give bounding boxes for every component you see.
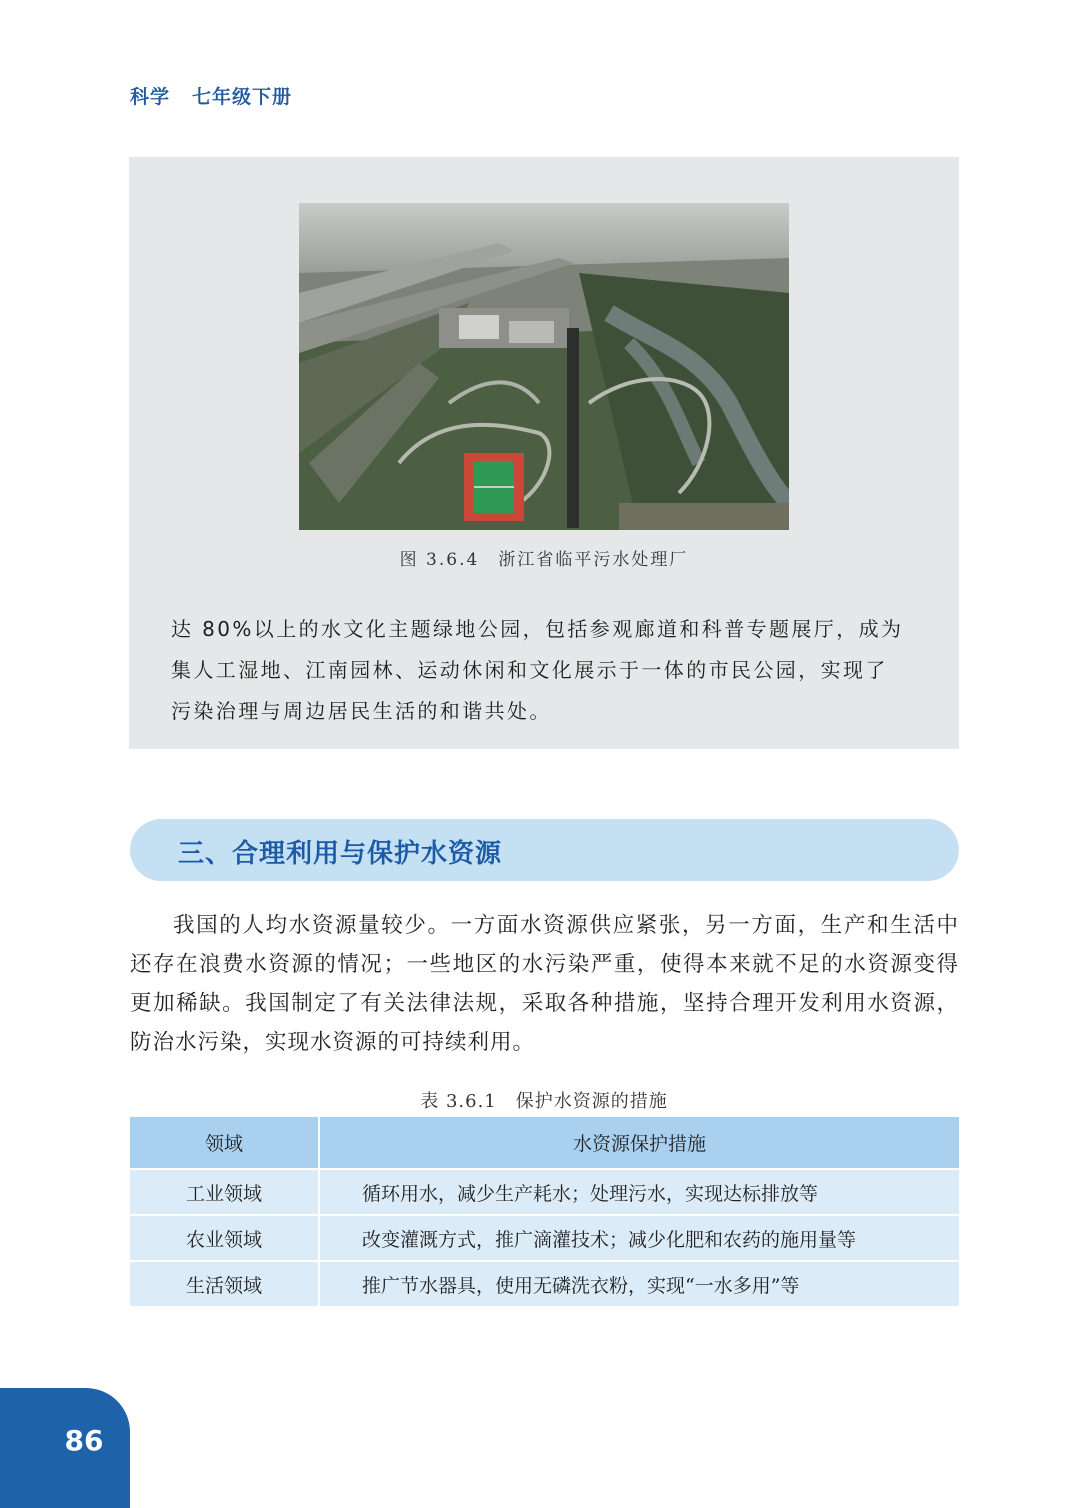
table-row bbox=[130, 1261, 959, 1307]
measure-cell: 循环用水，减少生产耗水；处理污水，实现达标排放等 bbox=[319, 1169, 959, 1215]
body-paragraph bbox=[130, 906, 959, 1062]
aerial-photo-illustration bbox=[299, 203, 789, 530]
table-row bbox=[130, 1215, 959, 1261]
column-header-measures: 水资源保护措施 bbox=[319, 1117, 959, 1169]
column-header-domain: 领域 bbox=[130, 1117, 319, 1169]
running-head bbox=[130, 82, 292, 109]
paragraph-text: 我国的人均水资源量较少。一方面水资源供应紧张，另一方面，生产和生活中还存在浪费水资源的情况；一些地区的水污染严重，使得本来就不足的水资源变得更加稀缺。我国制定了有关法律法规，采取各种措施，坚持合理开发利用水资源，防治水污染，实现水资源的可持续利用。 bbox=[130, 913, 959, 1055]
domain-cell: 生活领域 bbox=[130, 1261, 319, 1307]
measure-cell: 推广节水器具，使用无磷洗衣粉，实现“一水多用”等 bbox=[319, 1261, 959, 1307]
measure-cell: 改变灌溉方式，推广滴灌技术；减少化肥和农药的施用量等 bbox=[319, 1215, 959, 1261]
subject-label: 科学 bbox=[130, 86, 171, 108]
water-protection-table bbox=[130, 1117, 959, 1308]
sewage-plant-photo bbox=[299, 203, 789, 530]
box-line: 污染治理与周边居民生活的和谐共处。 bbox=[171, 699, 552, 723]
box-line: 集人工湿地、江南园林、运动休闲和文化展示于一体的市民公园，实现了 bbox=[171, 658, 888, 682]
case-study-box bbox=[129, 157, 959, 749]
box-line: 达 80%以上的水文化主题绿地公园，包括参观廊道和科普专题展厅，成为 bbox=[171, 617, 904, 641]
grade-label: 七年级下册 bbox=[192, 86, 293, 108]
section-title: 三、合理利用与保护水资源 bbox=[178, 839, 503, 869]
table-header-row bbox=[130, 1117, 959, 1169]
page-number: 86 bbox=[64, 1424, 104, 1457]
table-caption: 表 3.6.1 保护水资源的措施 bbox=[420, 1091, 668, 1112]
section-banner bbox=[130, 819, 959, 881]
figure-caption: 图 3.6.4 浙江省临平污水处理厂 bbox=[399, 550, 689, 570]
domain-cell: 农业领域 bbox=[130, 1215, 319, 1261]
page-number-tab bbox=[0, 1388, 130, 1508]
domain-cell: 工业领域 bbox=[130, 1169, 319, 1215]
table-row bbox=[130, 1169, 959, 1215]
box-paragraph bbox=[171, 609, 931, 732]
